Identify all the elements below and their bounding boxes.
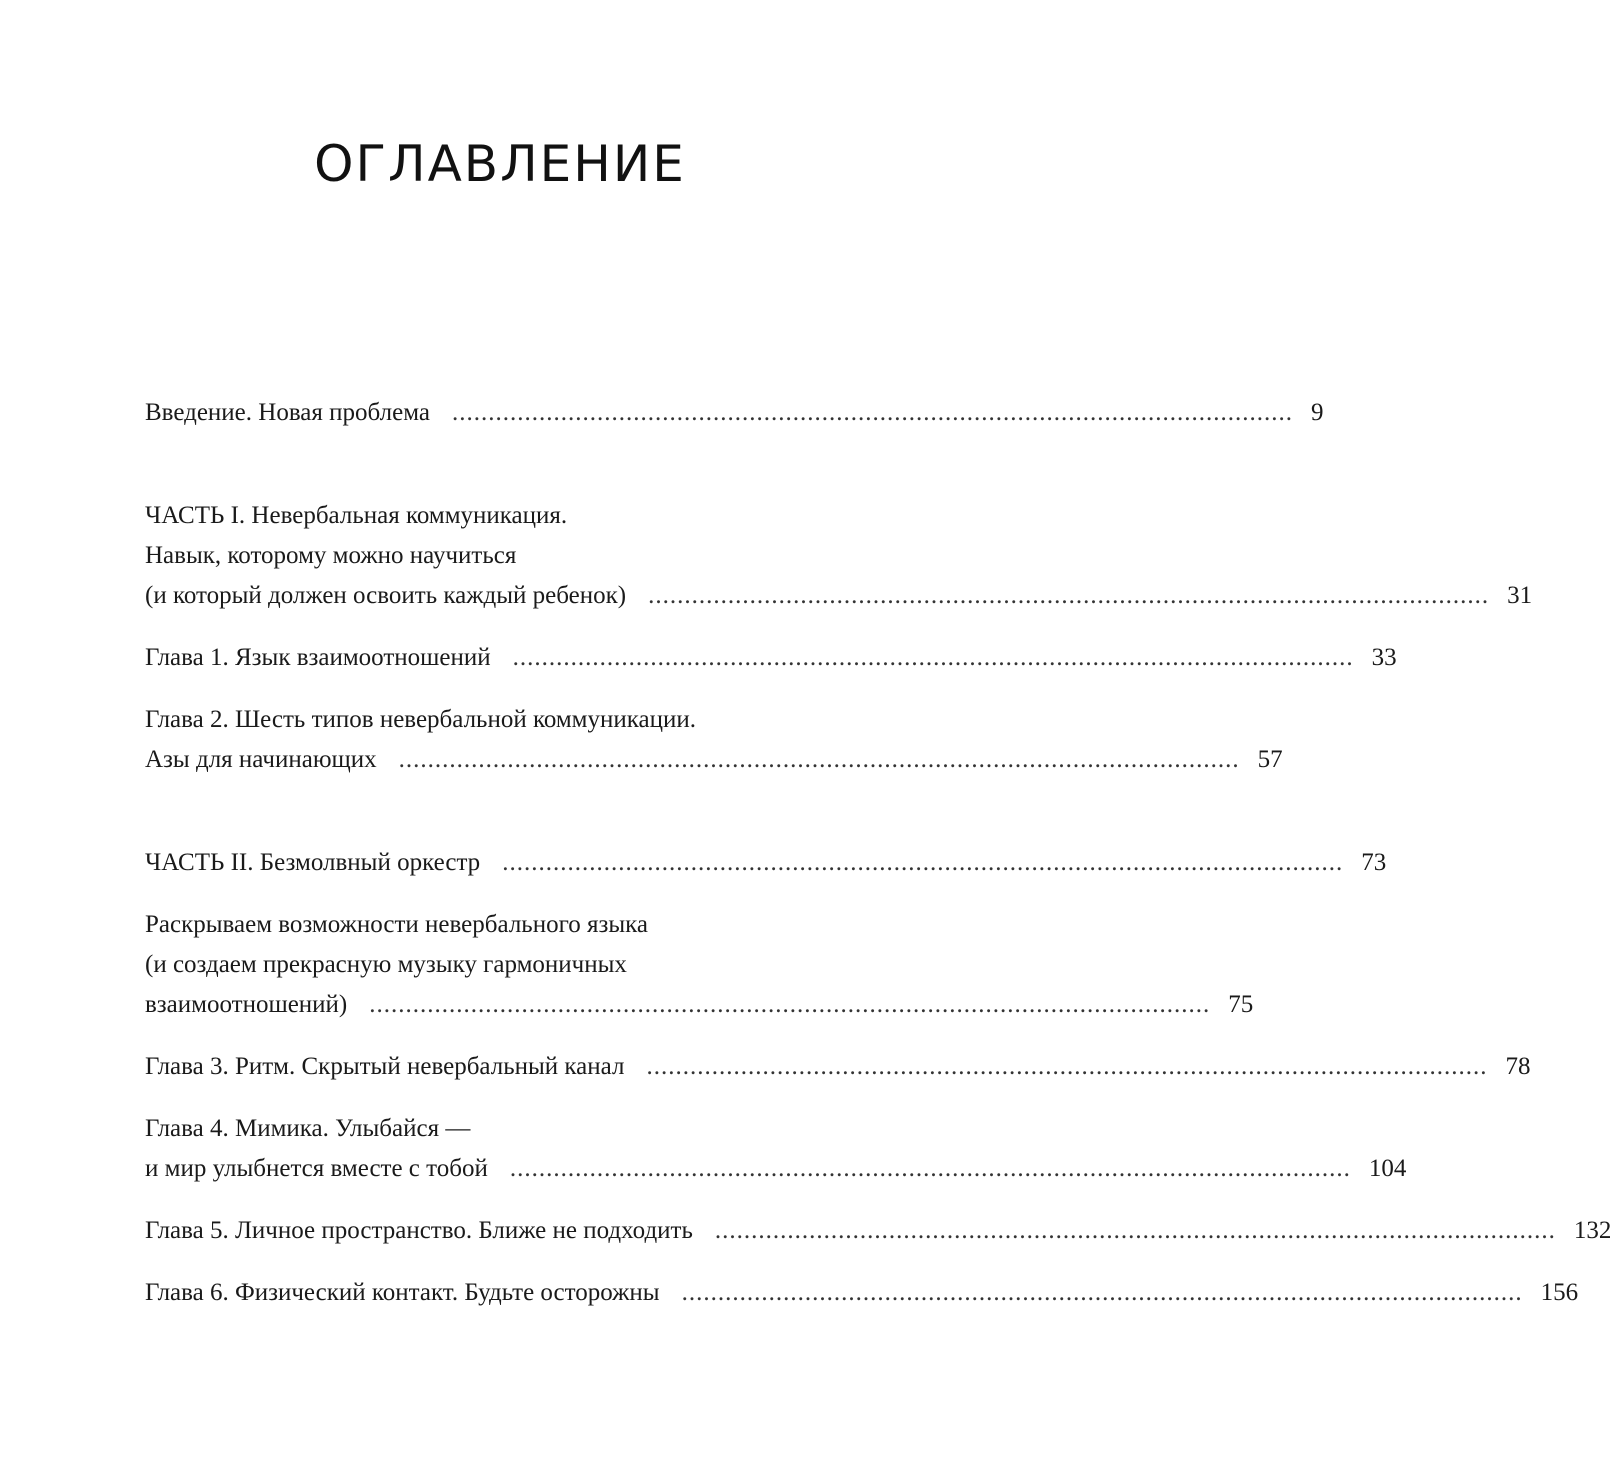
toc-entry-text: Глава 1. Язык взаимоотношений (145, 644, 491, 671)
dot-leader: .................................................................................................................... (451, 399, 1293, 426)
dot-leader: .................................................................................................................... (646, 1053, 1488, 1080)
toc-page-number: 132 (1573, 1217, 1611, 1244)
dot-leader: .................................................................................................................... (369, 991, 1211, 1018)
toc-entry-line (145, 985, 1254, 1025)
toc-page-number: 73 (1361, 849, 1387, 876)
toc-entry-line (145, 393, 1324, 433)
dot-leader: .................................................................................................................... (512, 644, 1354, 671)
toc-entry-text: Глава 4. Мимика. Улыбайся — (145, 1115, 471, 1142)
toc-page-number: 33 (1371, 644, 1397, 671)
toc-page-number: 57 (1257, 746, 1283, 773)
toc-page-number: 156 (1540, 1279, 1579, 1306)
toc-entry-part-1 (145, 496, 1533, 616)
toc-entry-chapter-5 (145, 1211, 1611, 1251)
toc-entry-text: и мир улыбнется вместе с тобой (145, 1155, 488, 1182)
table-of-contents (145, 393, 1611, 1313)
toc-entry-part-2-intro (145, 905, 1254, 1025)
toc-page-number: 104 (1368, 1155, 1407, 1182)
dot-leader: .................................................................................................................... (648, 582, 1490, 609)
toc-entry-chapter-6 (145, 1273, 1579, 1313)
toc-entry-line (145, 843, 1387, 883)
dot-leader: .................................................................................................................... (502, 849, 1344, 876)
toc-entry-line (145, 740, 1283, 780)
dot-leader: .................................................................................................................... (509, 1155, 1351, 1182)
toc-entry-text: (и который должен освоить каждый ребенок) (145, 582, 627, 609)
toc-entry-introduction (145, 393, 1324, 433)
toc-entry-chapter-4 (145, 1109, 1407, 1189)
toc-entry-text: взаимоотношений) (145, 991, 348, 1018)
toc-entry-chapter-1 (145, 638, 1397, 678)
toc-entry-text: ЧАСТЬ II. Безмолвный оркестр (145, 849, 481, 876)
toc-entry-line (145, 1211, 1611, 1251)
toc-entry-line (145, 1273, 1579, 1313)
page-title: ОГЛАВЛЕНИЕ (314, 135, 686, 193)
toc-entry-line (145, 576, 1533, 616)
toc-entry-text: Раскрываем возможности невербального языка (145, 911, 648, 938)
toc-page-number: 78 (1505, 1053, 1531, 1080)
toc-entry-part-2 (145, 843, 1387, 883)
toc-entry-text: Глава 6. Физический контакт. Будьте осторожны (145, 1279, 660, 1306)
toc-entry-chapter-3 (145, 1047, 1531, 1087)
toc-entry-line (145, 1047, 1531, 1087)
toc-entry-text: Навык, которому можно научиться (145, 542, 517, 569)
toc-entry-text: Азы для начинающих (145, 746, 377, 773)
dot-leader: .................................................................................................................... (398, 746, 1240, 773)
toc-entry-text: Глава 2. Шесть типов невербальной коммуникации. (145, 706, 697, 733)
toc-entry-text: Глава 3. Ритм. Скрытый невербальный канал (145, 1053, 625, 1080)
dot-leader: .................................................................................................................... (681, 1279, 1523, 1306)
toc-page-number: 9 (1310, 399, 1324, 426)
dot-leader: .................................................................................................................... (714, 1217, 1556, 1244)
toc-entry-text: (и создаем прекрасную музыку гармоничных (145, 951, 627, 978)
toc-page-number: 75 (1228, 991, 1254, 1018)
toc-entry-chapter-2 (145, 700, 1283, 780)
toc-entry-text: Глава 5. Личное пространство. Ближе не подходить (145, 1217, 693, 1244)
toc-entry-line (145, 638, 1397, 678)
toc-entry-line (145, 1149, 1407, 1189)
toc-page-number: 31 (1507, 582, 1533, 609)
toc-entry-text: Введение. Новая проблема (145, 399, 430, 426)
toc-entry-text: ЧАСТЬ I. Невербальная коммуникация. (145, 502, 568, 529)
